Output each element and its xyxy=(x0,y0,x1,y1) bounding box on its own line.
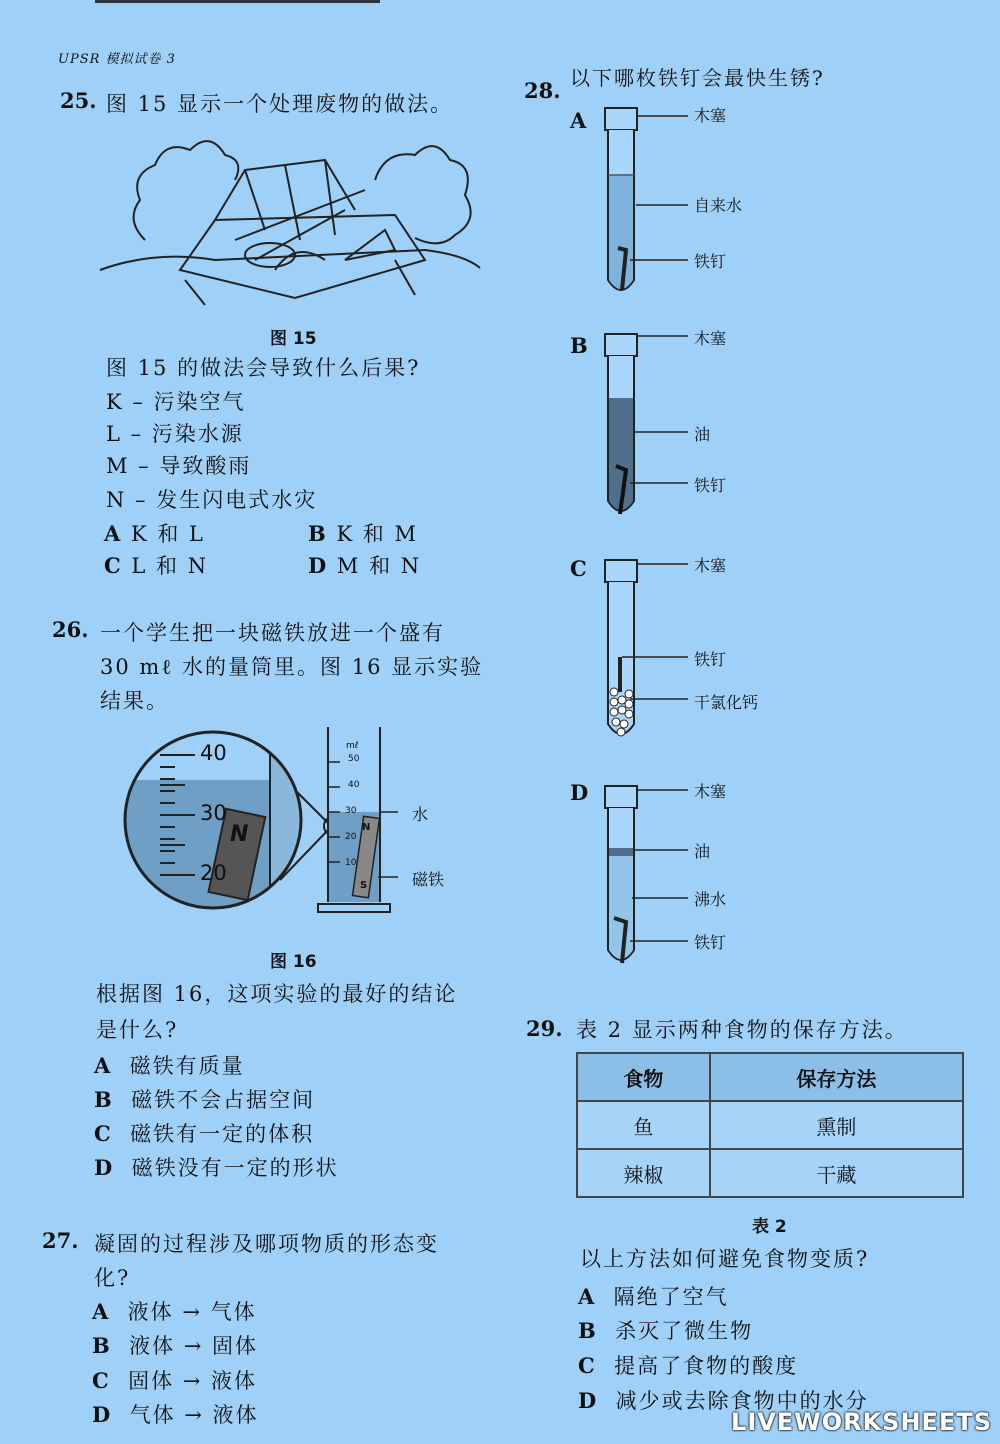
tube-a-label-tap-water: 自来水 xyxy=(694,196,743,215)
q25-statement-l: L – 污染水源 xyxy=(106,422,244,446)
q27-option-b[interactable]: B 液体 → 固体 xyxy=(92,1333,259,1358)
table-row xyxy=(577,1101,963,1149)
tube-b-label-nail: 铁钉 xyxy=(694,476,727,495)
q29-option-d[interactable]: D 减少或去除食物中的水分 xyxy=(578,1388,869,1413)
page-header: UPSR 模拟试卷 3 xyxy=(58,52,176,67)
tube-c-label-calcium-chloride: 干氯化钙 xyxy=(694,693,759,712)
tube-d-label-boiling-water: 沸水 xyxy=(694,890,727,909)
q28-stem: 以下哪枚铁钉会最快生锈? xyxy=(570,66,825,90)
q25-number: 25. xyxy=(60,88,97,113)
q26-question-line2: 是什么? xyxy=(96,1018,179,1042)
q25-question: 图 15 的做法会导致什么后果? xyxy=(106,356,421,380)
q29-option-a[interactable]: A 隔绝了空气 xyxy=(578,1284,729,1309)
tube-b xyxy=(600,326,750,526)
fig15-caption: 图 15 xyxy=(270,329,317,349)
tube-c-cork xyxy=(605,560,637,582)
q27-stem-line1: 凝固的过程涉及哪项物质的形态变 xyxy=(94,1232,439,1256)
q25-option-a[interactable]: A K 和 L xyxy=(104,521,205,546)
q25-statement-n: N – 发生闪电式水灾 xyxy=(106,488,318,512)
tube-c-label-cork: 木塞 xyxy=(694,556,727,575)
q26-stem-line3: 结果。 xyxy=(100,689,169,713)
table2-cell-method: 干藏 xyxy=(710,1149,963,1197)
q28-number: 28. xyxy=(524,78,561,103)
tube-b-label-cork: 木塞 xyxy=(694,329,727,348)
q25-stem: 图 15 显示一个处理废物的做法。 xyxy=(106,92,454,116)
q29-option-c[interactable]: C 提高了食物的酸度 xyxy=(578,1353,799,1378)
q25-option-d[interactable]: D M 和 N xyxy=(308,553,422,578)
cylinder-unit: mℓ xyxy=(346,741,359,751)
tube-d-oil xyxy=(609,848,633,856)
table2-cell-food: 鱼 xyxy=(577,1101,710,1149)
q27-number: 27. xyxy=(42,1228,79,1253)
label-water: 水 xyxy=(412,805,429,824)
table2-header-row xyxy=(577,1053,963,1101)
tube-c-label-nail: 铁钉 xyxy=(694,650,727,669)
tube-d-label-nail: 铁钉 xyxy=(694,933,727,952)
table2-caption: 表 2 xyxy=(752,1217,787,1237)
cylinder-tick-10: 10 xyxy=(345,858,357,868)
q27-option-c[interactable]: C 固体 → 液体 xyxy=(92,1368,258,1393)
q25-statement-k: K – 污染空气 xyxy=(106,390,246,414)
fig16-caption: 图 16 xyxy=(270,952,317,972)
tube-d-cork xyxy=(605,786,637,808)
tube-a-tap-water xyxy=(609,175,633,289)
q29-stem: 表 2 显示两种食物的保存方法。 xyxy=(576,1018,908,1042)
liveworksheets-watermark: LIVEWORKSHEETS xyxy=(731,1408,992,1436)
tube-d-label-cork: 木塞 xyxy=(694,782,727,801)
q26-option-c[interactable]: C 磁铁有一定的体积 xyxy=(94,1121,315,1146)
tube-a-label-cork: 木塞 xyxy=(694,106,727,125)
tube-d-letter: D xyxy=(570,780,589,805)
cylinder-tick-20: 20 xyxy=(345,832,357,842)
table2-food-preservation xyxy=(576,1052,964,1198)
q29-number: 29. xyxy=(526,1016,563,1041)
q26-stem-line2: 30 mℓ 水的量筒里。图 16 显示实验 xyxy=(100,655,484,679)
q26-option-d[interactable]: D 磁铁没有一定的形状 xyxy=(94,1155,339,1180)
zoom-tick-30: 30 xyxy=(200,801,227,825)
table-row xyxy=(577,1149,963,1197)
cylinder-tick-50: 50 xyxy=(348,754,360,764)
tube-c-letter: C xyxy=(570,556,587,581)
q25-option-c[interactable]: C L 和 N xyxy=(104,553,209,578)
tube-b-cork xyxy=(605,334,637,356)
tube-a-letter: A xyxy=(570,108,587,133)
table2-cell-method: 熏制 xyxy=(710,1101,963,1149)
table2-cell-food: 辣椒 xyxy=(577,1149,710,1197)
tube-d-boiling-water xyxy=(609,856,633,959)
q26-question-line1: 根据图 16，这项实验的最好的结论 xyxy=(96,982,458,1006)
cylinder-magnet-pole-s: S xyxy=(360,880,368,891)
tube-a-label-nail: 铁钉 xyxy=(694,252,727,271)
tube-c xyxy=(600,552,750,752)
q26-option-b[interactable]: B 磁铁不会占据空间 xyxy=(94,1087,316,1112)
table2-header-food: 食物 xyxy=(577,1053,710,1101)
q25-option-b[interactable]: B K 和 M xyxy=(308,521,418,546)
zoom-tick-20: 20 xyxy=(200,861,227,885)
cylinder-tick-30: 30 xyxy=(345,806,357,816)
tube-b-label-oil: 油 xyxy=(694,425,711,444)
q27-option-a[interactable]: A 液体 → 气体 xyxy=(92,1299,257,1324)
fig15-smoke-left xyxy=(134,141,239,240)
q25-statement-m: M – 导致酸雨 xyxy=(106,454,252,478)
fig15-smoke-right xyxy=(375,146,471,243)
q27-stem-line2: 化? xyxy=(94,1266,131,1290)
table2-header-method: 保存方法 xyxy=(710,1053,963,1101)
tube-a-cork xyxy=(605,108,637,130)
q29-question: 以上方法如何避免食物变质? xyxy=(580,1247,870,1271)
q26-number: 26. xyxy=(52,617,89,642)
zoom-magnet-pole-n: N xyxy=(230,822,249,847)
fig15-waste-burning-illustration xyxy=(95,120,485,320)
top-rule xyxy=(95,0,380,3)
label-magnet: 磁铁 xyxy=(412,870,445,889)
cylinder-tick-40: 40 xyxy=(348,780,360,790)
q26-stem-line1: 一个学生把一块磁铁放进一个盛有 xyxy=(100,621,445,645)
tube-d xyxy=(600,778,750,978)
tube-d-label-oil: 油 xyxy=(694,842,711,861)
q26-option-a[interactable]: A 磁铁有质量 xyxy=(94,1053,245,1078)
cylinder-magnet-pole-n: N xyxy=(362,822,371,833)
q27-option-d[interactable]: D 气体 → 液体 xyxy=(92,1402,259,1427)
tube-b-letter: B xyxy=(570,333,588,358)
zoom-tick-40: 40 xyxy=(200,741,227,765)
q29-option-b[interactable]: B 杀灭了微生物 xyxy=(578,1318,754,1343)
